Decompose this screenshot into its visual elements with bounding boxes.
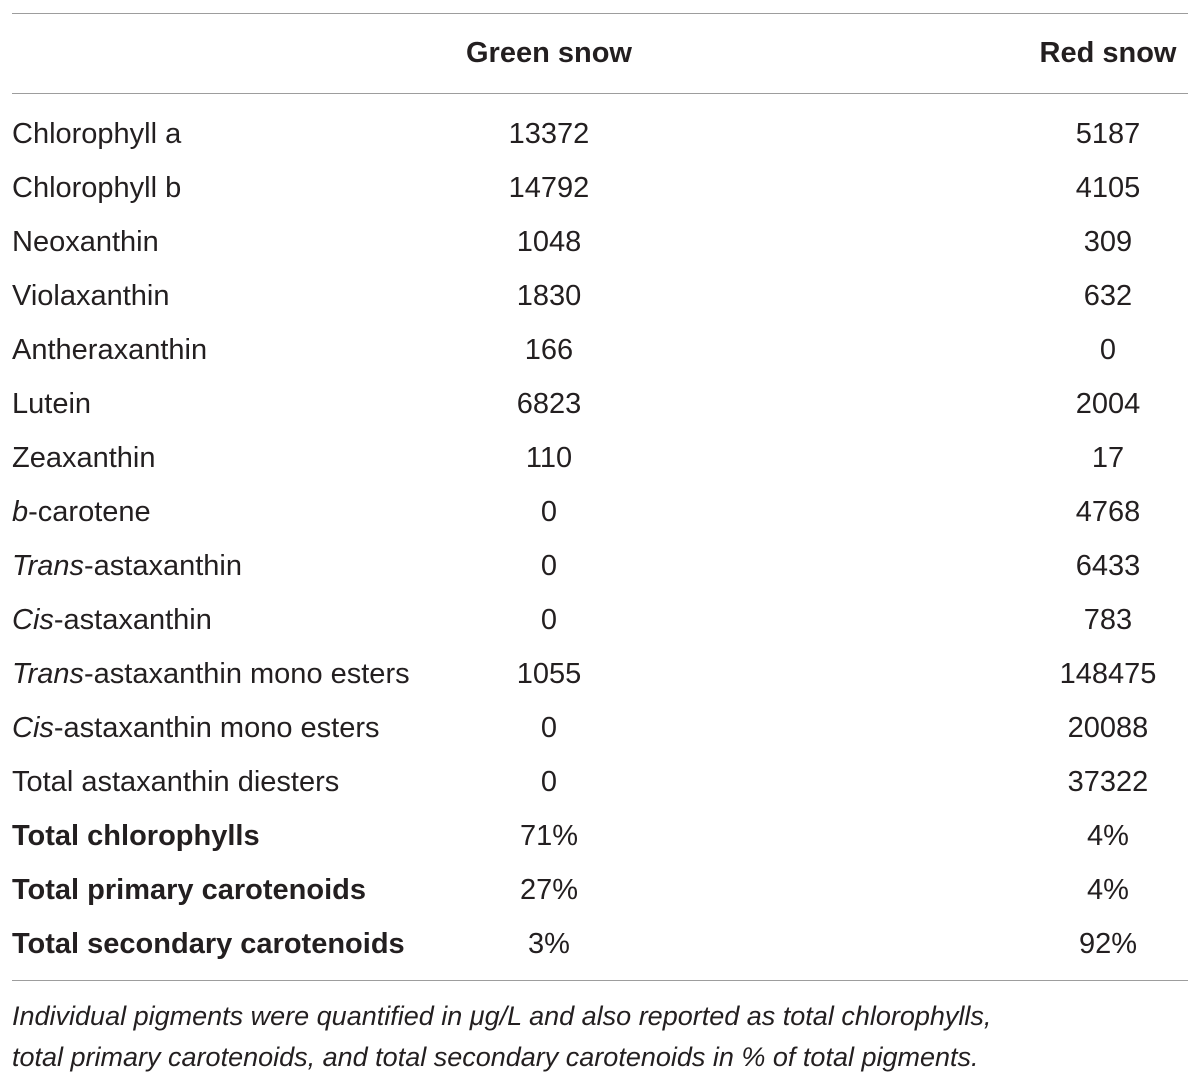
row-label: [12, 647, 410, 701]
red-snow-value: 309: [1083, 226, 1133, 258]
red-snow-value: 783: [1083, 604, 1133, 636]
green-snow-value: 0: [540, 550, 558, 582]
row-label-italic-prefix: Trans: [12, 658, 84, 690]
green-snow-value: 1048: [516, 226, 582, 258]
red-snow-value: 6433: [1075, 550, 1141, 582]
row-label-text: -astaxanthin: [53, 604, 212, 636]
table-row: [12, 809, 1188, 863]
row-label: [12, 107, 181, 161]
row-label-italic-prefix: Trans: [12, 550, 84, 582]
row-label-text: Violaxanthin: [12, 280, 170, 312]
row-label: [12, 755, 339, 809]
red-snow-value: 92%: [1078, 928, 1138, 960]
table-row: [12, 755, 1188, 809]
green-snow-value: 166: [524, 334, 574, 366]
table-row: [12, 431, 1188, 485]
row-label-text: -carotene: [28, 496, 151, 528]
red-snow-value: 2004: [1075, 388, 1141, 420]
table-row: [12, 539, 1188, 593]
red-snow-value: 5187: [1075, 118, 1141, 150]
green-snow-value: 3%: [528, 928, 570, 960]
row-label: [12, 701, 380, 755]
row-label-text: Total secondary carotenoids: [12, 928, 405, 960]
green-snow-value: 0: [540, 712, 558, 744]
table-row: [12, 161, 1188, 215]
row-label: [12, 161, 181, 215]
red-snow-value: 632: [1083, 280, 1133, 312]
footnote-line-2: total primary carotenoids, and total secondary carotenoids in % of total pigments.: [12, 1042, 979, 1072]
pigment-table: [12, 0, 1188, 1091]
red-snow-value: 17: [1091, 442, 1125, 474]
row-label-text: -astaxanthin mono esters: [53, 712, 380, 744]
row-label-text: -astaxanthin mono esters: [83, 658, 410, 690]
row-label-text: Lutein: [12, 388, 92, 420]
green-snow-value: 14792: [508, 172, 590, 204]
row-label-text: -astaxanthin: [83, 550, 242, 582]
table-row: [12, 269, 1188, 323]
table-row: [12, 107, 1188, 161]
table-row: [12, 701, 1188, 755]
table-bottom-rule: [12, 980, 1188, 981]
red-snow-value: 4%: [1087, 820, 1129, 852]
column-header-green-snow: Green snow: [466, 37, 632, 69]
table-row: [12, 593, 1188, 647]
row-label: [12, 323, 207, 377]
row-label: [12, 215, 159, 269]
table-row: [12, 377, 1188, 431]
red-snow-value: 4768: [1075, 496, 1141, 528]
table-row: [12, 917, 1188, 971]
red-snow-value: 0: [1099, 334, 1117, 366]
red-snow-value: 20088: [1067, 712, 1149, 744]
green-snow-value: 6823: [516, 388, 582, 420]
row-label-italic-prefix: b: [12, 496, 29, 528]
row-label-text: Total astaxanthin diesters: [12, 766, 340, 798]
table-top-rule: [12, 13, 1188, 14]
green-snow-value: 71%: [519, 820, 579, 852]
green-snow-value: 0: [540, 604, 558, 636]
green-snow-value: 13372: [508, 118, 590, 150]
row-label-text: Total primary carotenoids: [12, 874, 366, 906]
green-snow-value: 1830: [516, 280, 582, 312]
row-label: [12, 269, 169, 323]
table-row: [12, 323, 1188, 377]
row-label: [12, 593, 212, 647]
red-snow-value: 4105: [1075, 172, 1141, 204]
green-snow-value: 0: [540, 496, 558, 528]
row-label-text: Chlorophyll b: [12, 172, 182, 204]
header-divider-rule: [12, 93, 1188, 94]
red-snow-value: 4%: [1087, 874, 1129, 906]
green-snow-value: 110: [525, 442, 573, 474]
row-label-italic-prefix: Cis: [12, 712, 54, 744]
row-label: [12, 431, 156, 485]
row-label-text: Neoxanthin: [12, 226, 159, 258]
table-row: [12, 485, 1188, 539]
green-snow-value: 1055: [516, 658, 582, 690]
red-snow-value: 37322: [1067, 766, 1149, 798]
row-label: [12, 863, 366, 917]
row-label: [12, 485, 151, 539]
table-body: [12, 107, 1188, 971]
table-row: [12, 647, 1188, 701]
row-label-text: Chlorophyll a: [12, 118, 182, 150]
row-label-text: Total chlorophylls: [12, 820, 260, 852]
row-label: [12, 539, 242, 593]
red-snow-value: 148475: [1059, 658, 1157, 690]
row-label: [12, 917, 405, 971]
footnote-line-1: Individual pigments were quantified in μg/L and also reported as total chlorophylls,: [12, 1001, 992, 1031]
table-footnote: [12, 996, 1188, 1078]
row-label: [12, 377, 91, 431]
row-label-text: Zeaxanthin: [12, 442, 156, 474]
table-row: [12, 863, 1188, 917]
column-header-red-snow: Red snow: [1039, 37, 1177, 69]
row-label-text: Antheraxanthin: [12, 334, 208, 366]
green-snow-value: 0: [540, 766, 558, 798]
row-label: [12, 809, 260, 863]
green-snow-value: 27%: [519, 874, 579, 906]
row-label-italic-prefix: Cis: [12, 604, 54, 636]
table-row: [12, 215, 1188, 269]
